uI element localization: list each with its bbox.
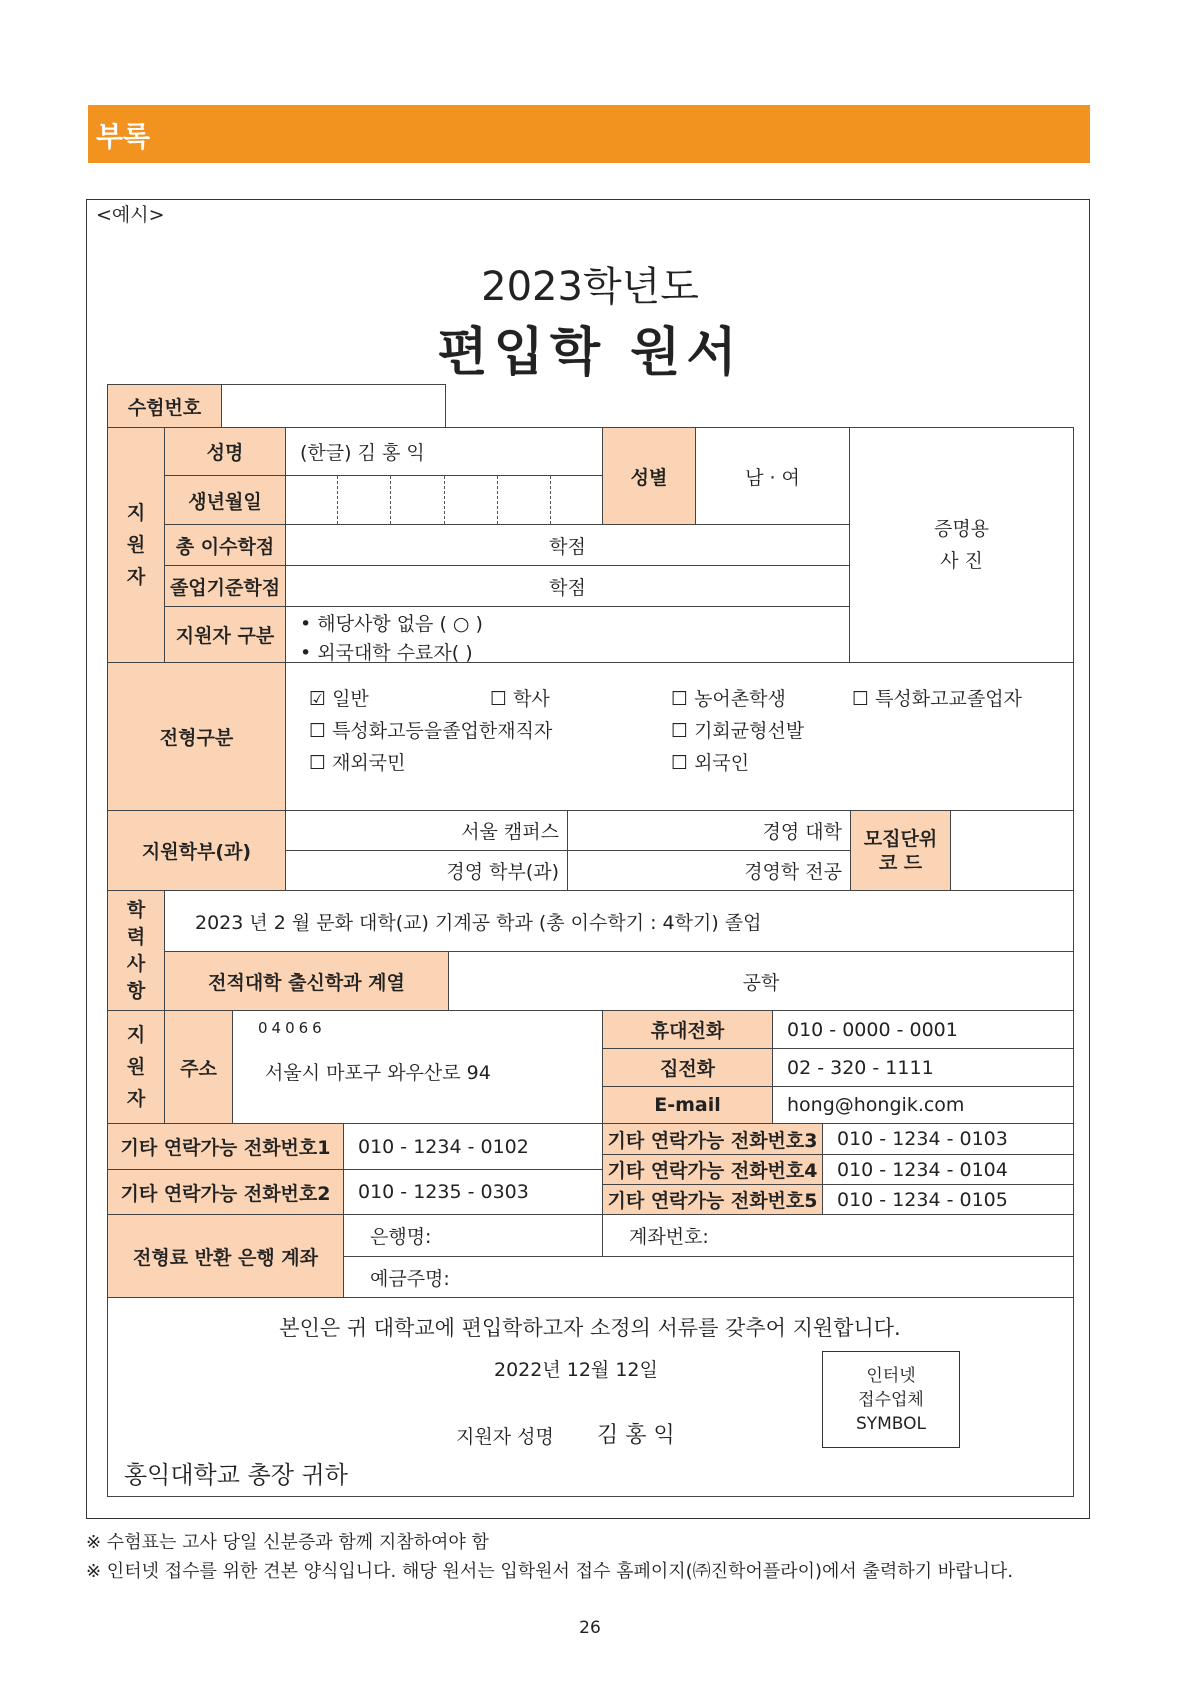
unit-code-field[interactable] [950,810,1074,891]
email-label: E-mail [602,1086,773,1124]
addressee: 홍익대학교 총장 귀하 [124,1461,348,1489]
name-label: 성명 [164,427,286,476]
applicant-type-option[interactable]: • 해당사항 없음 ( ○ ) [300,613,483,635]
admission-option-vocational-worker[interactable]: ☐ 특성화고등을졸업한재직자 [309,720,553,742]
admission-option-foreigner[interactable]: ☐ 외국인 [671,752,750,774]
home-phone-field[interactable]: 02 - 320 - 1111 [772,1048,1074,1087]
email-field[interactable]: hong@hongik.com [772,1086,1074,1124]
gender-field[interactable]: 남 · 여 [695,427,850,525]
admission-type-label: 전형구분 [107,662,286,811]
admission-option-bachelor[interactable]: ☐ 학사 [490,688,550,710]
signer-name[interactable]: 김 홍 익 [597,1423,675,1448]
admission-option-overseas-korean[interactable]: ☐ 재외국민 [309,752,406,774]
exam-no-label: 수험번호 [107,384,222,428]
credits-label: 총 이수학점 [164,524,286,566]
bank-name-field[interactable]: 은행명: [343,1214,603,1257]
college-field[interactable]: 경영 대학 [567,810,851,851]
photo-box: 증명용 사 진 [849,427,1074,663]
phone5-label: 기타 연락가능 전화번호5 [602,1184,823,1215]
birth-label: 생년월일 [164,475,286,525]
exam-no-field[interactable] [221,384,446,428]
address-label: 주소 [164,1010,233,1124]
note-internet-sample: ※ 인터넷 접수를 위한 견본 양식입니다. 해당 원서는 입학원서 접수 홈페이지(㈜진학어플라이)에서 출력하기 바랍니다. [86,1561,1014,1582]
address-value[interactable]: 서울시 마포구 와우산로 94 [265,1062,491,1084]
gender-label: 성별 [602,427,696,525]
applicant-type-option[interactable]: • 외국대학 수료자( ) [300,642,473,664]
appendix-label: 부록 [96,120,151,153]
account-holder-field[interactable]: 예금주명: [343,1256,1074,1298]
applicant-type-label: 지원자 구분 [164,606,286,663]
prev-major-label: 전적대학 출신학과 계열 [164,951,449,1011]
account-number-field[interactable]: 계좌번호: [602,1214,1074,1257]
mobile-label: 휴대전화 [602,1010,773,1049]
birth-divider [497,476,498,524]
declaration-date: 2022년 12월 12일 [494,1359,658,1381]
admission-option-rural[interactable]: ☐ 농어촌학생 [671,688,786,710]
birth-divider [390,476,391,524]
birth-divider [550,476,551,524]
refund-account-label: 전형료 반환 은행 계좌 [107,1214,344,1298]
note-exam-ticket: ※ 수험표는 고사 당일 신분증과 함께 지참하여야 함 [86,1532,489,1553]
birth-divider [337,476,338,524]
phone1-label: 기타 연락가능 전화번호1 [107,1123,344,1170]
grad-credits-label: 졸업기준학점 [164,565,286,607]
credits-field[interactable]: 학점 [285,524,850,566]
phone2-field[interactable]: 010 - 1235 - 0303 [343,1169,603,1215]
campus-field[interactable]: 서울 캠퍼스 [285,810,568,851]
admission-option-equal-opportunity[interactable]: ☐ 기회균형선발 [671,720,805,742]
zip-code[interactable]: 04066 [258,1019,326,1037]
unit-code-label: 모집단위 코 드 [850,810,951,891]
prev-major-field[interactable]: 공학 [448,951,1074,1011]
phone3-field[interactable]: 010 - 1234 - 0103 [822,1123,1074,1155]
admission-option-vocational[interactable]: ☐ 특성화고교졸업자 [852,688,1022,710]
example-label: <예시> [96,204,165,226]
phone2-label: 기타 연락가능 전화번호2 [107,1169,344,1215]
applicant-side-label: 지 원 자 [107,427,165,663]
contact-side-label: 지 원 자 [107,1010,165,1124]
phone4-label: 기타 연락가능 전화번호4 [602,1154,823,1185]
symbol-stamp-box: 인터넷 접수업체 SYMBOL [822,1351,960,1448]
birth-divider [444,476,445,524]
phone5-field[interactable]: 010 - 1234 - 0105 [822,1184,1074,1215]
phone1-field[interactable]: 010 - 1234 - 0102 [343,1123,603,1170]
home-phone-label: 집전화 [602,1048,773,1087]
education-side-label: 학 력 사 항 [107,890,165,1011]
major-field[interactable]: 경영학 전공 [567,850,851,891]
phone4-field[interactable]: 010 - 1234 - 0104 [822,1154,1074,1185]
admission-option-general[interactable]: ☑ 일반 [309,688,369,710]
mobile-field[interactable]: 010 - 0000 - 0001 [772,1010,1074,1049]
signer-label: 지원자 성명 [456,1426,554,1448]
education-record-field[interactable]: 2023 년 2 월 문화 대학(교) 기계공 학과 (총 이수학기 : 4학기) 졸업 [164,890,1074,952]
appendix-banner [88,105,1090,163]
dept-field[interactable]: 경영 학부(과) [285,850,568,891]
phone3-label: 기타 연락가능 전화번호3 [602,1123,823,1155]
form-year-title: 2023학년도 [481,264,699,310]
name-field[interactable]: (한글) 김 홍 익 [285,427,603,476]
declaration-statement: 본인은 귀 대학교에 편입학하고자 소정의 서류를 갖추어 지원합니다. [279,1316,901,1340]
form-title: 편입학 원서 [437,323,743,383]
grad-credits-field[interactable]: 학점 [285,565,850,607]
page-number: 26 [579,1618,601,1638]
department-label: 지원학부(과) [107,810,286,891]
